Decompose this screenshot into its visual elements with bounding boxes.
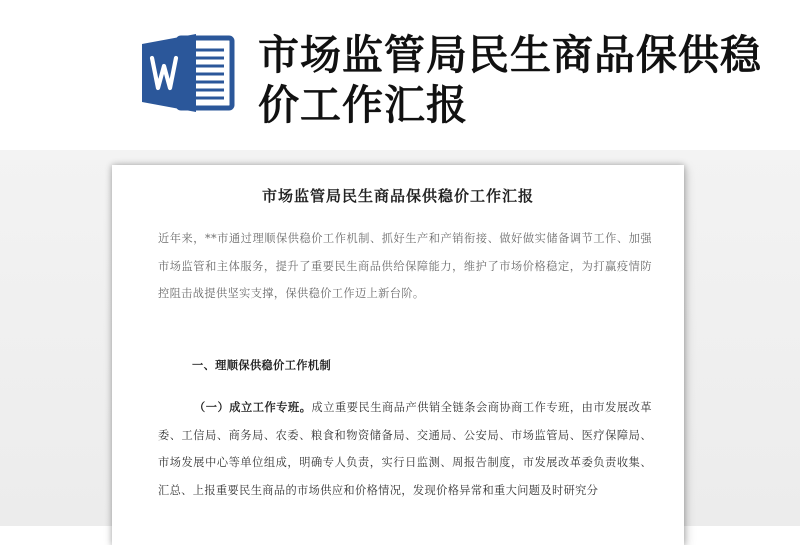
document-title: 市场监管局民生商品保供稳价工作汇报 (261, 187, 534, 205)
section-heading: 一、理顺保供稳价工作机制 (192, 358, 332, 372)
page-headline: 市场监管局民生商品保供稳价工作汇报 (258, 31, 762, 129)
body-paragraph (158, 394, 652, 504)
intro-paragraph: 近年来，**市通过理顺保供稳价工作机制、抓好生产和产销衔接、做好做实储备调节工作、加强市场监管和主体服务，提升了重要民生商品供给保障能力，维护了市场价格稳定，为打赢疫情防控阻击战提供坚实支撑，保供稳价工作迈上新台阶。 (158, 232, 652, 300)
word-document-icon (140, 32, 240, 114)
header-banner (0, 0, 800, 170)
document-page (112, 165, 684, 545)
body-text: 成立重要民生商品产供销全链条会商协商工作专班，由市发展改革委、工信局、商务局、农委、粮食和物资储备局、交通局、公安局、市场监管局、医疗保障局、市场发展中心等单位组成，明确专人负责，实行日监测、周报告制度，市发展改革委负责收集、汇总、上报重要民生商品的市场供应和价格情况，发现价格异常和重大问题及时研究分 (158, 401, 652, 497)
sub-heading: （一）成立工作专班。 (194, 400, 312, 414)
